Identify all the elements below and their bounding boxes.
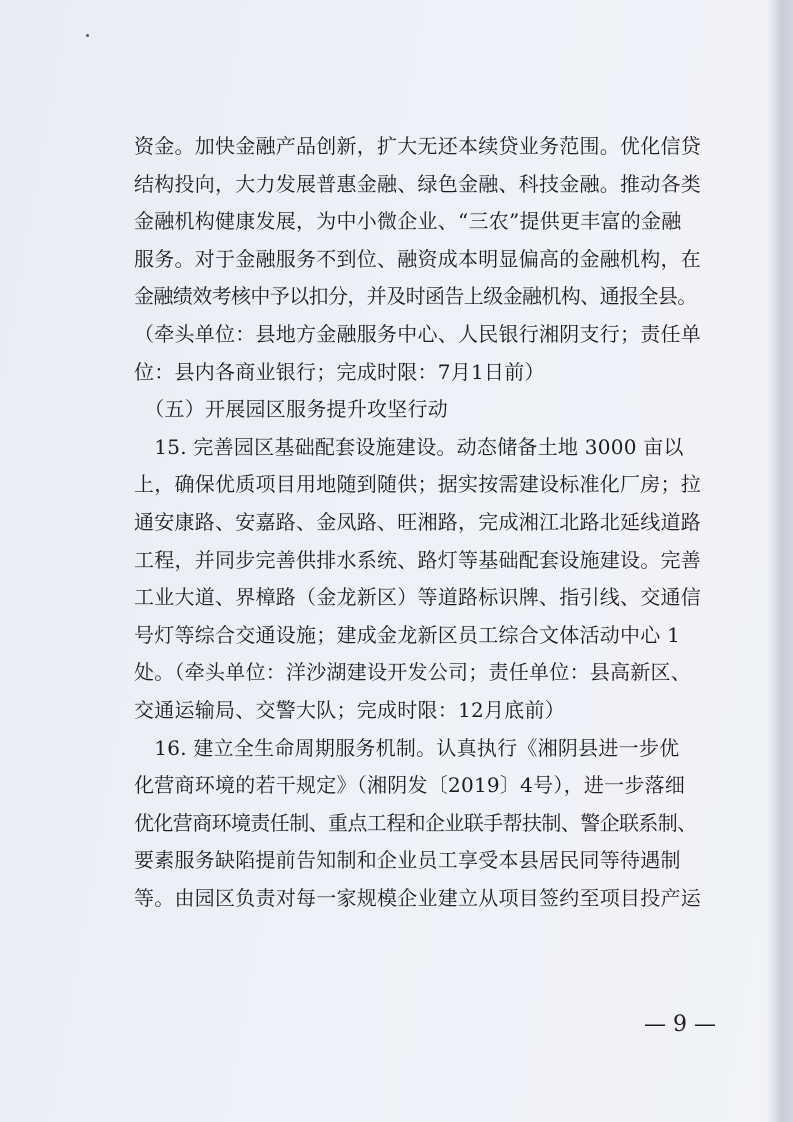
text-line: 要素服务缺陷提前告知制和企业员工享受本县居民同等待遇制 [134,848,681,873]
page-number: — 9 — [644,1012,716,1037]
scan-speck [86,34,89,37]
text-line: 号灯等综合交通设施；建成金龙新区员工综合文体活动中心 1 [134,622,681,647]
text-line: 金融绩效考核中予以扣分，并及时函告上级金融机构、通报全县。 [134,284,697,309]
text-line: 化营商环境的若干规定》（湘阴发〔2019〕4号），进一步落细 [134,773,686,798]
page-fold-shadow [767,0,793,1122]
text-line: （牵头单位：县地方金融服务中心、人民银行湘阴支行；责任单 [134,321,701,346]
text-line: 资金。加快金融产品创新，扩大无还本续贷业务范围。优化信贷 [134,134,701,158]
text-line: 工业大道、界樟路（金龙新区）等道路标识牌、指引线、交通信 [134,585,701,610]
text-line: 金融机构健康发展，为中小微企业、“三农”提供更丰富的金融 [134,209,682,234]
text-line: 工程，并同步完善供排水系统、路灯等基础配套设施建设。完善 [134,547,701,572]
text-line: 上，确保优质项目用地随到随供；据实按需建设标准化厂房；拉 [134,472,701,497]
text-line: 16. 建立全生命周期服务机制。认真执行《湘阴县进一步优 [134,735,680,760]
text-line: 结构投向，大力发展普惠金融、绿色金融、科技金融。推动各类 [134,171,701,196]
text-line: 15. 完善园区基础配套设施建设。动态储备土地 3000 亩以 [134,434,684,459]
text-line: 优化营商环境责任制、重点工程和企业联手帮扶制、警企联系制、 [134,810,697,835]
text-line: 位：县内各商业银行；完成时限：7月1日前） [134,359,545,384]
text-line: 通安康路、安嘉路、金凤路、旺湘路，完成湘江北路北延线道路 [134,509,701,534]
text-line: 等。由园区负责对每一家规模企业建立从项目签约至项目投产运 [134,885,701,910]
section-heading: （五）开展园区服务提升攻坚行动 [134,397,448,422]
text-line: 交通运输局、交警大队；完成时限：12月底前） [134,697,565,722]
text-line: 处。（牵头单位：洋沙湖建设开发公司；责任单位：县高新区、 [134,660,691,685]
body-text [134,128,738,917]
text-line: 服务。对于金融服务不到位、融资成本明显偏高的金融机构，在 [134,246,701,271]
